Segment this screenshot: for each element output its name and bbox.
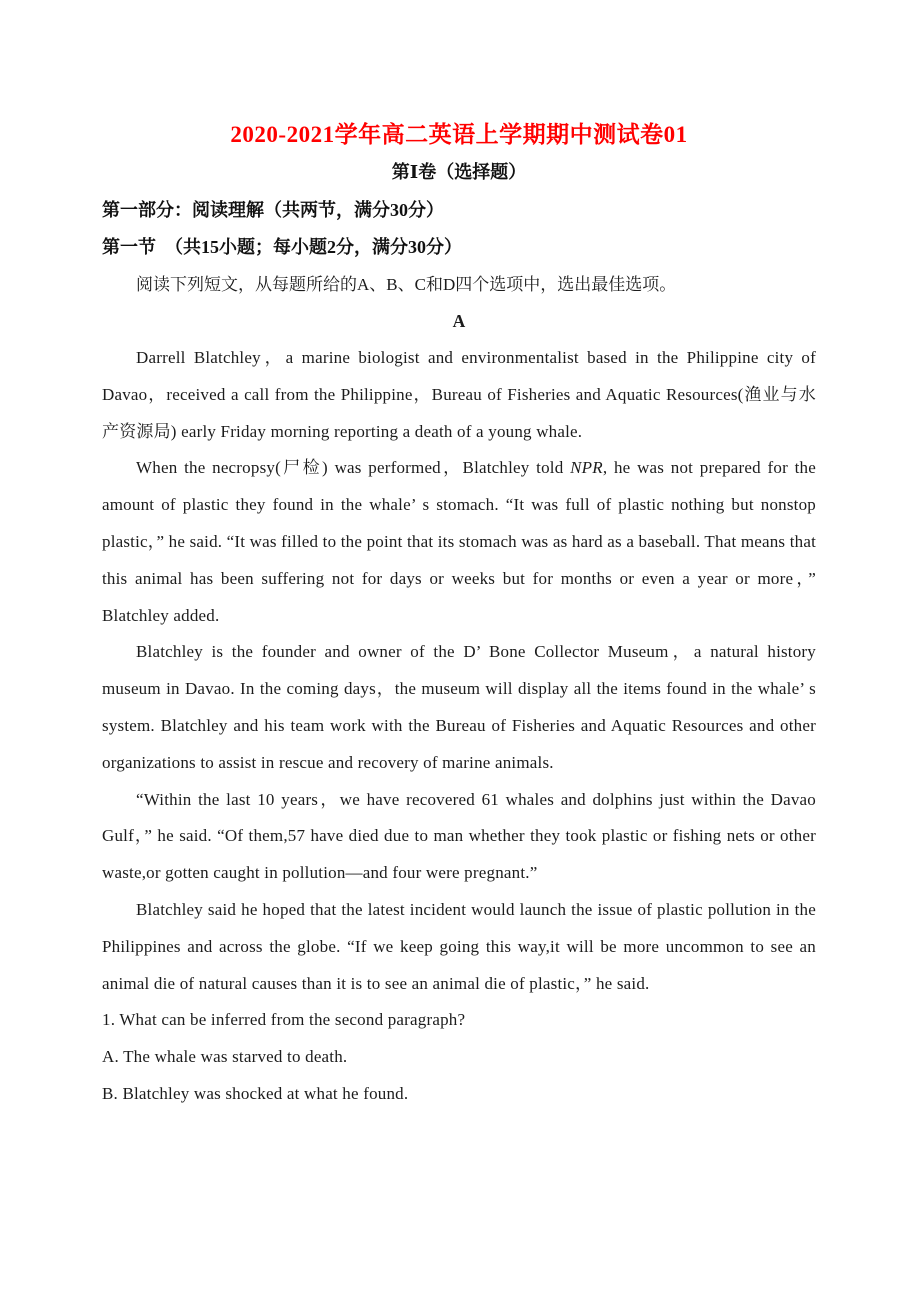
option-label: B. (102, 1083, 118, 1103)
paragraph-text: “Within the last 10 years，we have recovered 61 whales and dolphins just within the Davao Gulf，” he said. “Of them,57 have died due to man whether they took plastic or fishing nets or other waste,or gotten caught in pollution—and four were pregnant.” (102, 789, 816, 883)
paragraph-text: When the necropsy(尸检) was performed，Blatchley told (136, 458, 571, 478)
passage-paragraph (102, 340, 816, 450)
passage-paragraph (102, 450, 816, 634)
question-stem (102, 1002, 816, 1039)
paragraph-text: Blatchley is the founder and owner of the D’ Bone Collector Museum，a natural history museum in Davao. In the coming days，the museum will display all the items found in the whale’ s system. Blatchley and his team work with the Bureau of Fisheries and Aquatic Resources and other organizations to assist in rescue and recovery of marine animals. (102, 642, 816, 772)
paragraph-text: , he was not prepared for the amount of plastic they found in the whale’ s stomach. “It was full of plastic nothing but nonstop plastic，” he said. “It was filled to the point that its stomach was as hard as a baseball. That means that this animal has been suffering not for days or weeks but for months or even a year or more，” Blatchley added. (102, 458, 816, 625)
passage-paragraph (102, 782, 816, 892)
question-option-a (102, 1039, 816, 1076)
volume-heading: 第Ⅰ卷（选择题） (391, 162, 527, 182)
option-text: Blatchley was shocked at what he found. (122, 1083, 409, 1103)
passage-paragraph (102, 634, 816, 781)
part1-heading: 第一部分：阅读理解（共两节，满分30分） (102, 200, 444, 220)
question-number: 1. (102, 1010, 116, 1030)
passage-body (102, 340, 816, 1002)
question-text: What can be inferred from the second paragraph? (119, 1010, 466, 1030)
paragraph-text: Blatchley said he hoped that the latest incident would launch the issue of plastic pollution in the Philippines and across the globe. “If we keep going this way,it will be more uncommon to see an animal die of natural causes than it is to see an animal die of plastic，” he said. (102, 899, 816, 993)
question-block (102, 1002, 816, 1112)
npr-italic-text: NPR (570, 458, 603, 478)
section1-heading: 第一节 （共15小题；每小题2分，满分30分） (102, 237, 462, 257)
passage-label: A (452, 311, 466, 331)
reading-instructions: 阅读下列短文，从每题所给的A、B、C和D四个选项中，选出最佳选项。 (136, 275, 677, 294)
question-option-b (102, 1076, 816, 1113)
option-label: A. (102, 1047, 119, 1067)
passage-paragraph (102, 892, 816, 1002)
page-title: 2020-2021学年高二英语上学期期中测试卷01 (230, 122, 688, 147)
paragraph-text: Darrell Blatchley，a marine biologist and environmentalist based in the Philippine city of Davao，received a call from the Philippine，Bureau of Fisheries and Aquatic Resources(渔业与水产资源局) early Friday morning reporting a death of a young whale. (102, 348, 816, 441)
option-text: The whale was starved to death. (123, 1047, 348, 1067)
